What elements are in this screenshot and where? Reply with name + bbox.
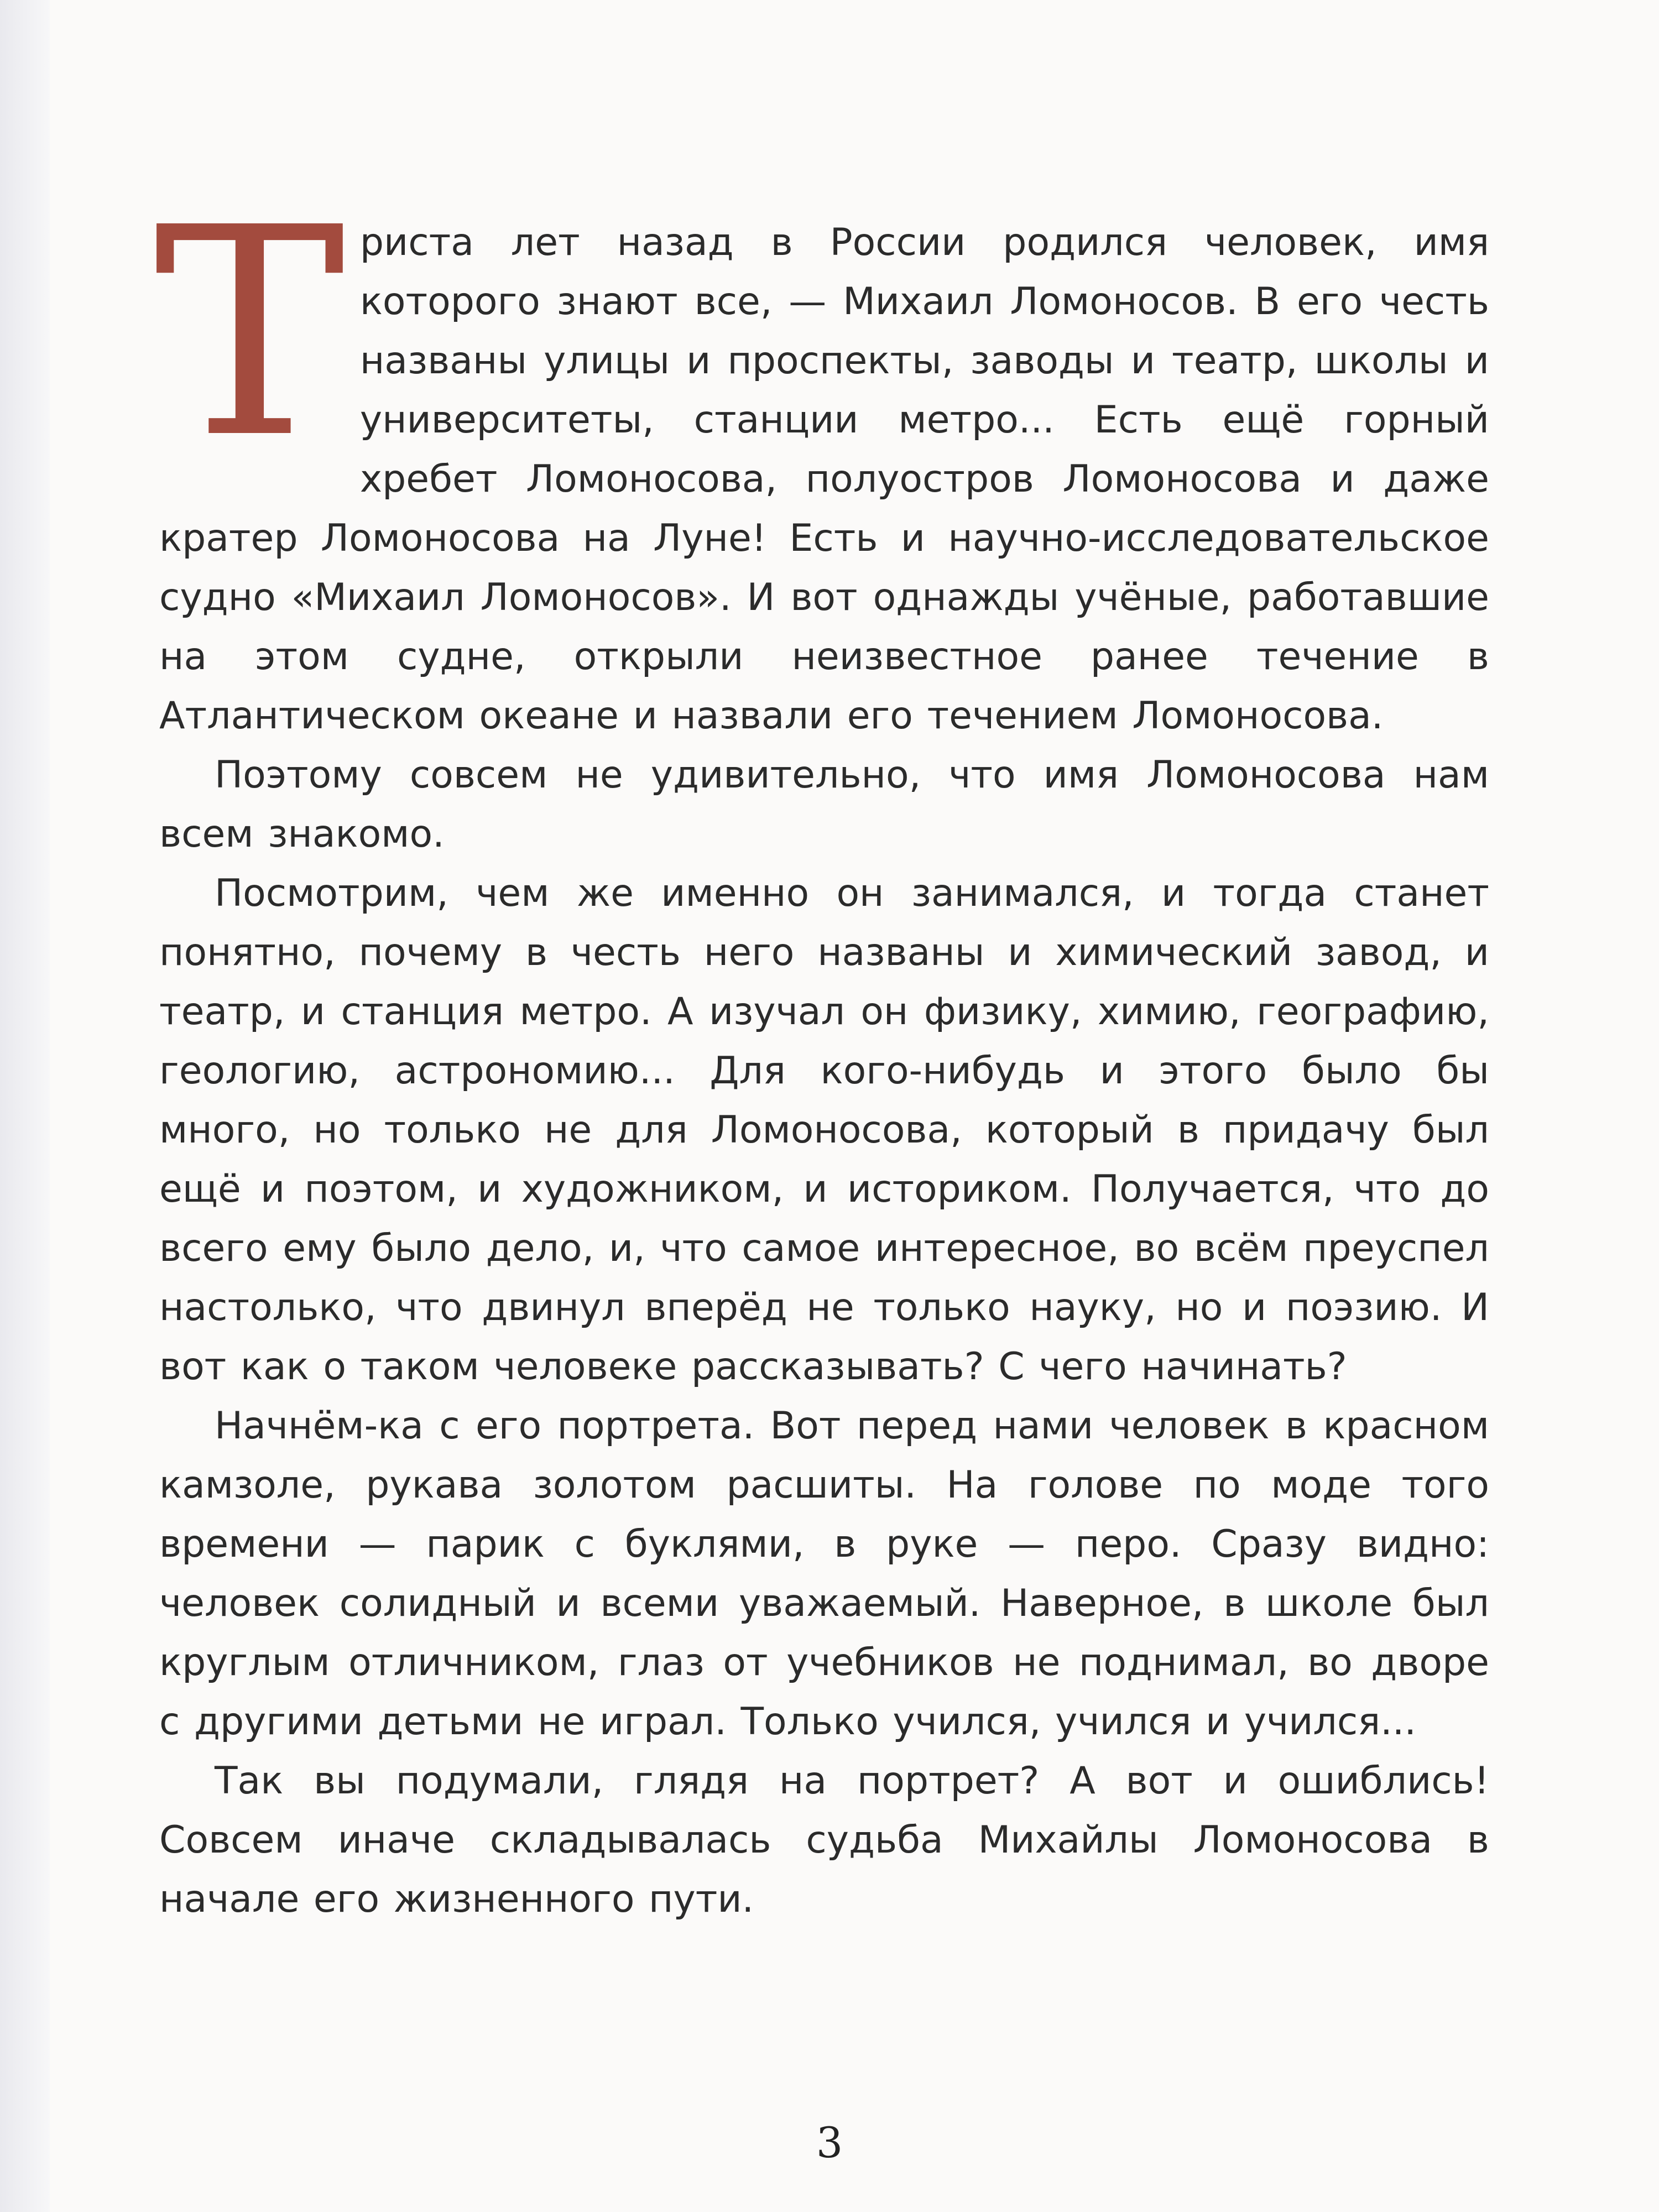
paragraph-3: Посмотрим, чем же именно он занимался, и тогда станет понятно, почему в честь него названы и химический завод, и театр, и станция метро. А изучал он физику, химию, географию, геологию, астрономию... Для кого-нибудь и этого было бы много, но только не для Ломоносова, который в придачу был ещё и поэтом, и художником, и историком. Получается, что до всего ему было дело, и, что самое интересное, во всём преуспел настолько, что двинул вперёд не только науку, но и поэзию. И вот как о таком человеке рассказывать? С чего начинать? (159, 872, 1489, 1389)
page-edge (0, 0, 50, 2212)
paragraph-1-text: риста лет назад в России родился человек, имя которого знают все, — Михаил Ломоносов. В его честь названы улицы и проспекты, заводы и театр, школы и университеты, станции метро... Есть ещё горный хребет Ломоносова, полуостров Ломоносова и даже кратер Ломоносова на Луне! Есть и научно-исследовательское судно «Михаил Ломоносов». И вот однажды учёные, работавшие на этом судне, открыли неизвестное ранее течение в Атлантическом океане и назвали его течением Ломоносова. (159, 221, 1489, 738)
drop-cap: Т (154, 166, 346, 501)
paragraph-5: Так вы подумали, глядя на портрет? А вот и ошиблись! Совсем иначе складывалась судьба Михайлы Ломоносова в начале его жизненного пути. (159, 1759, 1489, 1921)
paragraph-4: Начнём-ка с его портрета. Вот перед нами человек в красном камзоле, рукава золотом расшиты. На голове по моде того времени — парик с буклями, в руке — перо. Сразу видно: человек солидный и всеми уважаемый. Наверное, в школе был круглым отличником, глаз от учебников не поднимал, во дворе с другими детьми не играл. Только учился, учился и учился... (159, 1404, 1489, 1744)
paragraph-1 (154, 166, 1489, 745)
page-number: 3 (816, 2118, 843, 2167)
paragraph-2: Поэтому совсем не удивительно, что имя Ломоносова нам всем знакомо. (159, 753, 1489, 856)
body-text (154, 166, 1489, 1929)
